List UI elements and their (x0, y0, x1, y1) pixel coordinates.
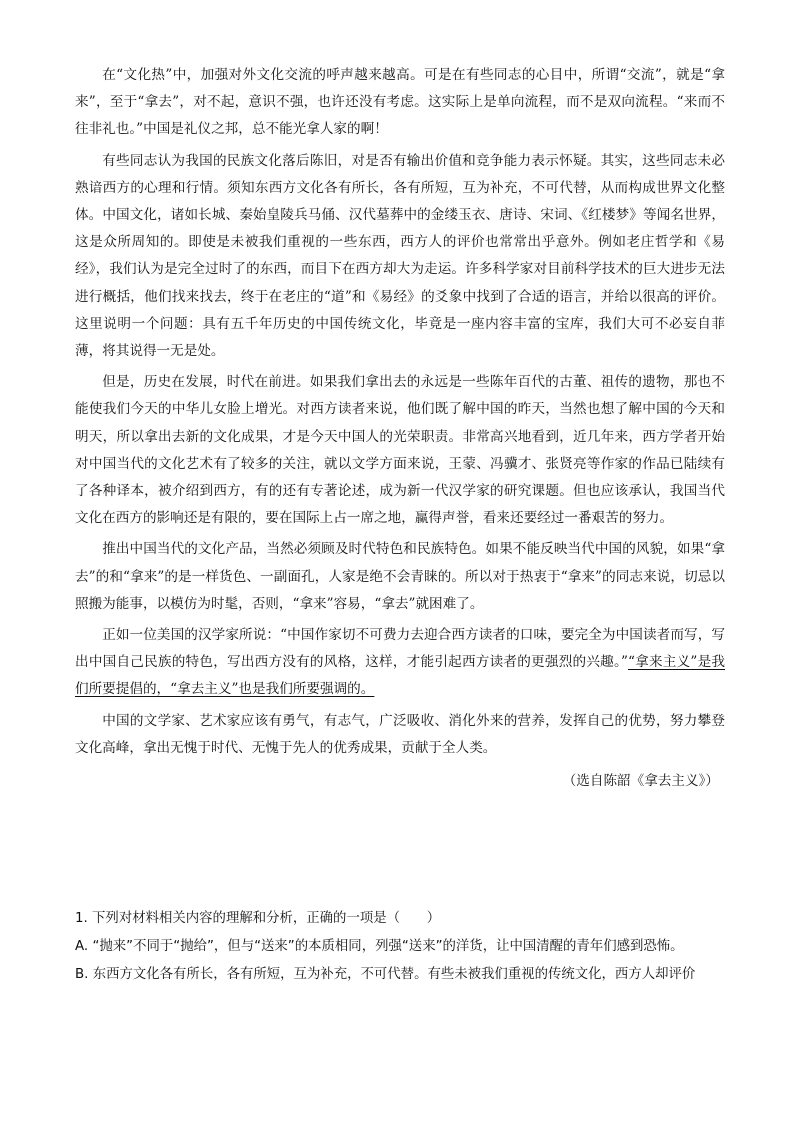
paragraph-5 (75, 622, 725, 704)
question-1-stem: 1. 下列对材料相关内容的理解和分析，正确的一项是（ ） (75, 911, 441, 926)
paragraph-5-text: 正如一位美国的汉学家所说：“中国作家切不可费力去迎合西方读者的口味，要完全为中国读者而写，写出中国自己民族的特色，写出西方没有的风格，这样，才能引起西方读者的更强烈的兴趣。” (75, 627, 725, 671)
reading-passage (75, 62, 725, 795)
source-citation: （选自陈韶《拿去主义》） (562, 773, 719, 790)
paragraph-3: 但是，历史在发展，时代在前进。如果我们拿出去的永远是一些陈年百代的古董、祖传的遗物，那也不能使我们今天的中华儿女脸上增光。对西方读者来说，他们既了解中国的昨天，当然也想了解中国的今天和明天，所以拿出去新的文化成果，才是今天中国人的光荣职责。非常高兴地看到，近几年来，西方学者开始对中国当代的文化艺术有了较多的关注，就以文学方面来说，王蒙、冯骥才、张贤亮等作家的作品已陆续有了各种译本，被介绍到西方，有的还有专著论述，成为新一代汉学家的研究课题。但也应该承认，我国当代文化在西方的影响还是有限的，要在国际上占一席之地，赢得声誉，看来还要经过一番艰苦的努力。 (75, 374, 725, 527)
paragraph-4: 推出中国当代的文化产品，当然必须顾及时代特色和民族特色。如果不能反映当代中国的风貌，如果“拿去”的和“拿来”的是一样货色、一副面孔，人家是绝不会青睐的。所以对于热衷于“拿来”的同志来说，切忌以照搬为能事，以模仿为时髦，否则，“拿来”容易，“拿去”就困难了。 (75, 541, 725, 612)
question-1-option-b: B. 东西方文化各有所长，各有所短，互为补充，不可代替。有些未被我们重视的传统文化，西方人却评价 (75, 967, 696, 982)
paragraph-6: 中国的文学家、艺术家应该有勇气，有志气，广泛吸收、消化外来的营养，发挥自己的优势，努力攀登文化高峰，拿出无愧于时代、无愧于先人的优秀成果，贡献于全人类。 (75, 712, 725, 756)
question-1-option-a: A. “抛来”不同于“抛给”，但与“送来”的本质相同，列强“送来”的洋货，让中国清醒的青年们感到恐怖。 (75, 939, 684, 954)
underlined-sentence: “拿来主义”是我们所要提倡的，“拿去主义”也是我们所要强调的。 (75, 654, 725, 698)
question-section (75, 905, 725, 989)
paragraph-2: 有些同志认为我国的民族文化落后陈旧，对是否有输出价值和竞争能力表示怀疑。其实，这些同志未必熟谙西方的心理和行情。须知东西方文化各有所长，各有所短，互为补充，不可代替，从而构成世界文化整体。中国文化，诸如长城、秦始皇陵兵马俑、汉代墓葬中的金缕玉衣、唐诗、宋词、《红楼梦》等闻名世界，这是众所周知的。即使是未被我们重视的一些东西，西方人的评价也常常出乎意外。例如老庄哲学和《易经》，我们认为是完全过时了的东西，而目下在西方却大为走运。许多科学家对目前科学技术的巨大进步无法进行概括，他们找来找去，终于在老庄的“道”和《易经》的爻象中找到了合适的语言，并给以很高的评价。这里说明一个问题：具有五千年历史的中国传统文化，毕竟是一座内容丰富的宝库，我们大可不必妄自菲薄，将其说得一无是处。 (75, 152, 725, 360)
paragraph-1: 在“文化热”中，加强对外文化交流的呼声越来越高。可是在有些同志的心目中，所谓“交流”，就是“拿来”，至于“拿去”，对不起，意识不强，也许还没有考虑。这实际上是单向流程，而不是双向流程。“来而不往非礼也。”中国是礼仪之邦，总不能光拿人家的啊！ (75, 67, 725, 138)
